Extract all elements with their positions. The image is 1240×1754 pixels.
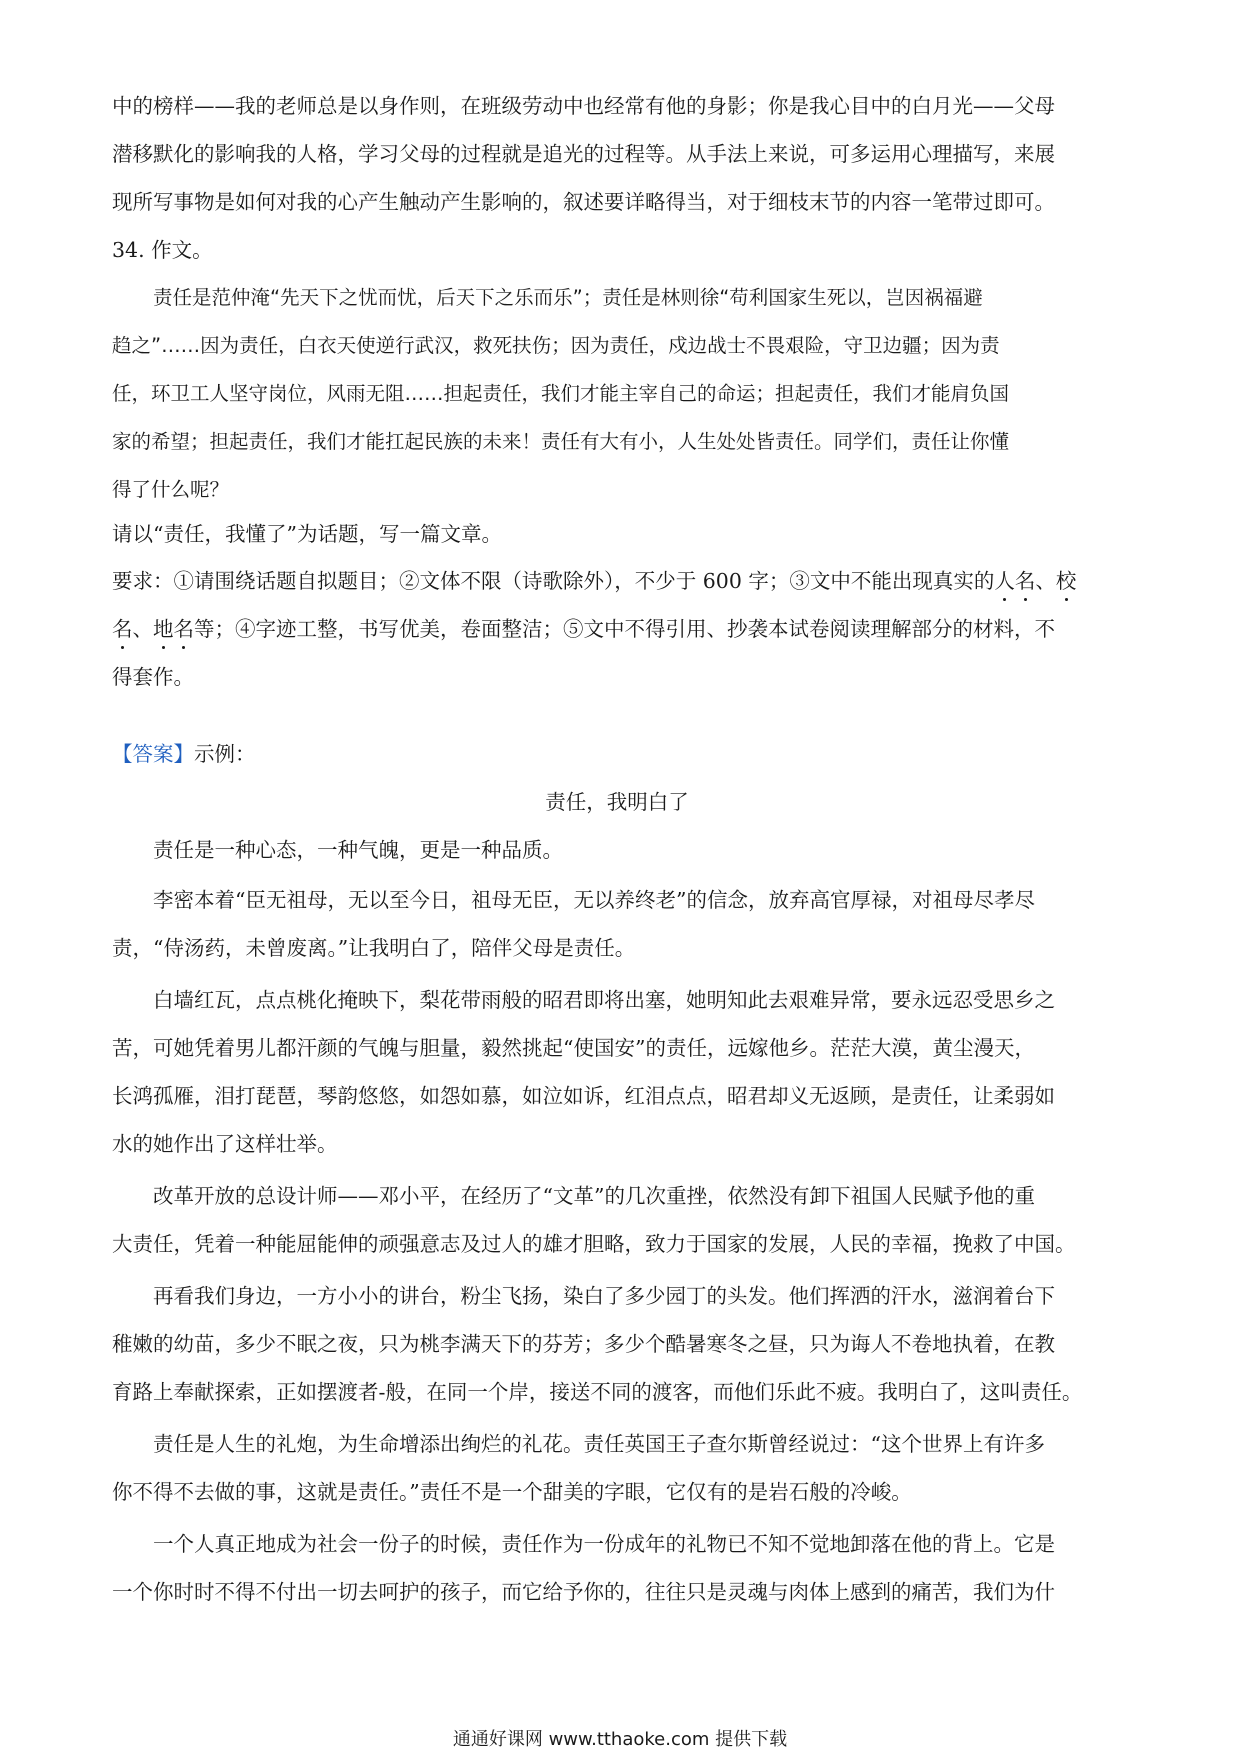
essay-line: 稚嫩的幼苗，多少不眠之夜，只为桃李满天下的芬芳；多少个酷暑寒冬之昼，只为诲人不卷地执着，在教 bbox=[112, 1332, 1055, 1356]
essay-line: 大责任，凭着一种能屈能伸的顽强意志及过人的雄才胆略，致力于国家的发展，人民的幸福，挽救了中国。 bbox=[112, 1232, 1076, 1256]
requirements-line-1 bbox=[112, 567, 1076, 595]
essay-line: 一个你时时不得不付出一切去呵护的孩子，而它给予你的，往往只是灵魂与肉体上感到的痛苦，我们为什 bbox=[112, 1580, 1055, 1604]
text-line: 中的榜样——我的老师总是以身作则，在班级劳动中也经常有他的身影；你是我心目中的白月光——父母 bbox=[112, 94, 1055, 118]
essay-line: 长鸿孤雁，泪打琵琶，琴韵悠悠，如怨如慕，如泣如诉，红泪点点，昭君却义无返顾，是责任，让柔弱如 bbox=[112, 1084, 1055, 1108]
text-line: 得套作。 bbox=[112, 665, 194, 689]
essay-line: 责任是一种心态，一种气魄，更是一种品质。 bbox=[153, 838, 563, 862]
essay-line: 改革开放的总设计师——邓小平，在经历了“文革”的几次重挫，依然没有卸下祖国人民赋予他的重 bbox=[153, 1184, 1035, 1208]
essay-line: 再看我们身边，一方小小的讲台，粉尘飞扬，染白了多少园丁的头发。他们挥洒的汗水，滋润着台下 bbox=[153, 1284, 1055, 1308]
essay-line: 你不得不去做的事，这就是责任。”责任不是一个甜美的字眼，它仅有的是岩石般的冷峻。 bbox=[112, 1480, 912, 1504]
text-line: 得了什么呢？ bbox=[112, 478, 230, 501]
text-span: 、 bbox=[132, 617, 153, 641]
essay-line: 育路上奉献探索，正如摆渡者-般，在同一个岸，接送不同的渡客，而他们乐此不疲。我明白了，这叫责任。 bbox=[112, 1380, 1083, 1404]
essay-line: 白墙红瓦，点点桃化掩映下，梨花带雨般的昭君即将出塞，她明知此去艰难异常，要永远忍受思乡之 bbox=[153, 988, 1055, 1012]
prompt-paragraph bbox=[112, 284, 1009, 504]
essay-line: 一个人真正地成为社会一份子的时候，责任作为一份成年的礼物已不知不觉地卸落在他的背上。它是 bbox=[153, 1532, 1055, 1556]
emphasis-char: 人 bbox=[994, 569, 1015, 593]
text-span: 等；④字迹工整，书写优美，卷面整洁；⑤文中不得引用、抄袭本试卷阅读理解部分的材料，不 bbox=[194, 617, 1055, 641]
text-line: 趋之”……因为责任，白衣天使逆行武汉，救死扶伤；因为责任，戍边战士不畏艰险，守卫边疆；因为责 bbox=[112, 334, 1000, 357]
question-label: 34. 作文。 bbox=[112, 238, 213, 262]
text-line: 家的希望；担起责任，我们才能扛起民族的未来！责任有大有小，人生处处皆责任。同学们，责任让你懂 bbox=[112, 430, 1010, 453]
emphasis-char: 校 bbox=[1055, 569, 1077, 593]
answer-tag: 【答案】 bbox=[112, 742, 194, 766]
emphasis-char: 地 bbox=[153, 617, 174, 641]
emphasis-char: 名 bbox=[112, 617, 133, 641]
text-line: 现所写事物是如何对我的心产生触动产生影响的，叙述要详略得当，对于细枝末节的内容一笔带过即可。 bbox=[112, 190, 1055, 214]
task-line: 请以“责任，我懂了”为话题，写一篇文章。 bbox=[112, 522, 502, 546]
essay-line: 责，“侍汤药，未曾废离。”让我明白了，陪伴父母是责任。 bbox=[112, 936, 636, 960]
essay-body bbox=[112, 836, 1122, 1606]
essay-line: 水的她作出了这样壮举。 bbox=[112, 1132, 338, 1156]
intro-paragraph bbox=[112, 92, 1055, 216]
text-line: 潜移默化的影响我的人格，学习父母的过程就是追光的过程等。从手法上来说，可多运用心理描写，来展 bbox=[112, 142, 1055, 166]
text-line: 责任是范仲淹“先天下之忧而忧，后天下之乐而乐”；责任是林则徐“苟利国家生死以，岂因祸福避 bbox=[153, 286, 983, 309]
essay-line: 苦，可她凭着男儿都汗颜的气魄与胆量，毅然挑起“使国安”的责任，远嫁他乡。茫茫大漠，黄尘漫天， bbox=[112, 1036, 1035, 1060]
emphasis-char: 名 bbox=[1014, 569, 1036, 593]
text-span: 要求：①请围绕话题自拟题目；②文体不限（诗歌除外），不少于 600 字；③文中不能出现真实的 bbox=[112, 569, 995, 593]
answer-lead: 示例： bbox=[194, 742, 256, 766]
essay-line: 责任是人生的礼炮，为生命增添出绚烂的礼花。责任英国王子查尔斯曾经说过：“这个世界上有许多 bbox=[153, 1432, 1045, 1456]
emphasis-char: 名 bbox=[173, 617, 194, 641]
essay-line: 李密本着“臣无祖母，无以至今日，祖母无臣，无以养终老”的信念，放弃高官厚禄，对祖母尽孝尽 bbox=[153, 888, 1035, 912]
requirements-line-2 bbox=[112, 615, 1076, 643]
requirements bbox=[112, 567, 1076, 691]
text-span: 、 bbox=[1035, 569, 1056, 593]
text-line: 任，环卫工人坚守岗位，风雨无阻……担起责任，我们才能主宰自己的命运；担起责任，我们才能肩负国 bbox=[112, 382, 1010, 405]
essay-title: 责任，我明白了 bbox=[545, 790, 689, 814]
answer-header bbox=[112, 740, 256, 768]
page-footer: 通通好课网 www.tthaoke.com 提供下载 bbox=[452, 1729, 788, 1750]
